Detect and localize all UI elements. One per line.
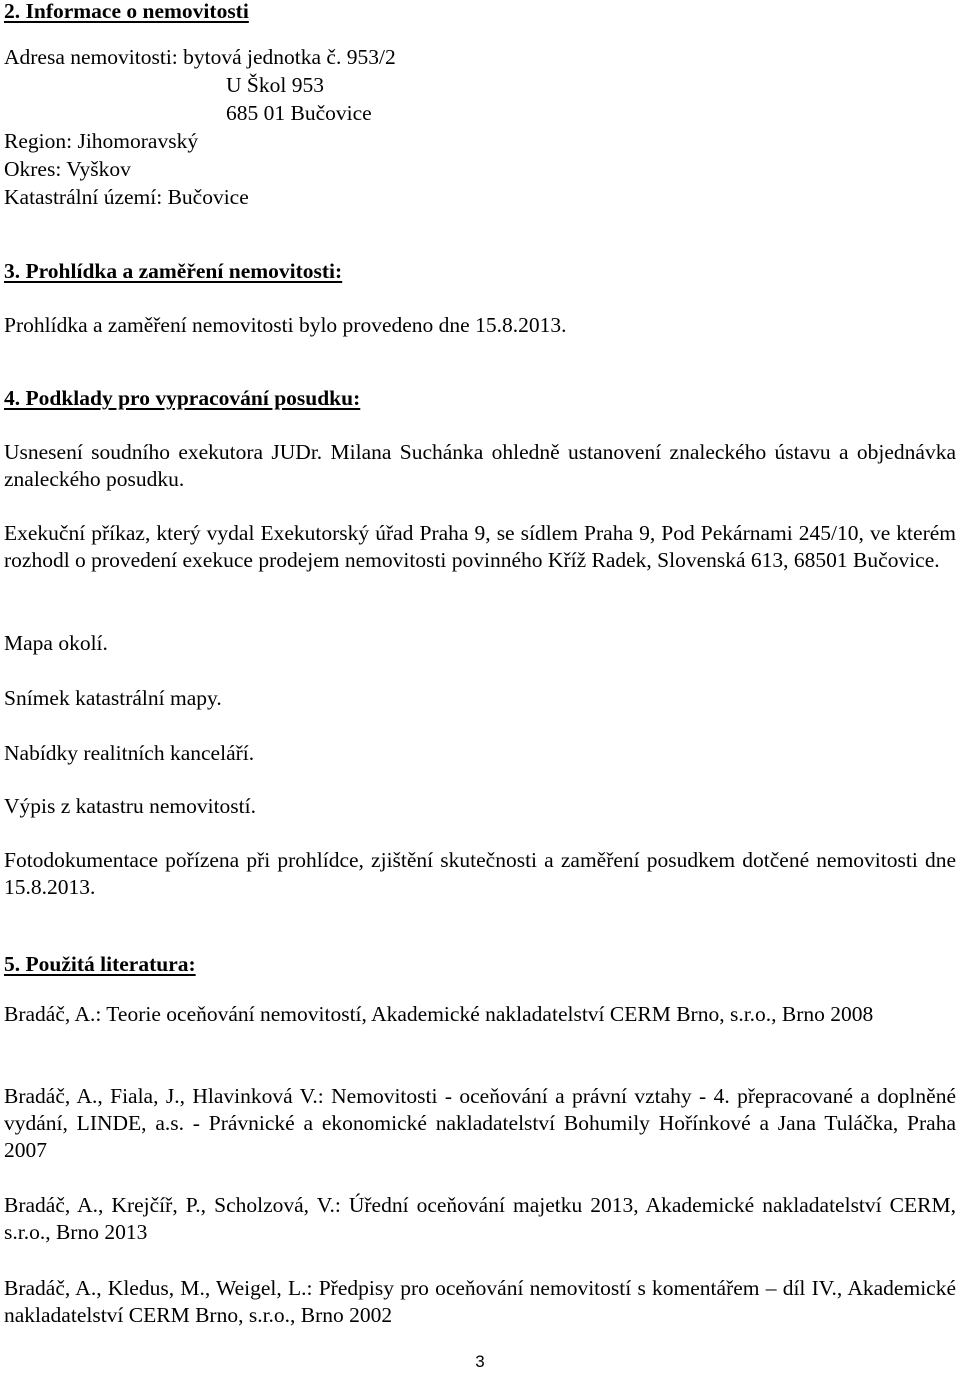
reference-item: Bradáč, A., Fiala, J., Hlavinková V.: Nemovitosti - oceňování a právní vztahy - 4. přepracované a doplněné vydání, LINDE, a.s. - Právnické a ekonomické nakladatelství Bohumily Hořínkové a Jana Tuláčka, Praha 2007 <box>4 1084 956 1162</box>
source-item: Nabídky realitních kanceláří. <box>4 741 255 765</box>
cadastral-line: Katastrální území: Bučovice <box>4 185 249 209</box>
reference-item: Bradáč, A., Krejčíř, P., Scholzová, V.: Úřední oceňování majetku 2013, Akademické nakladatelství CERM, s.r.o., Brno 2013 <box>4 1193 956 1244</box>
sources-paragraph-2: Exekuční příkaz, který vydal Exekutorský úřad Praha 9, se sídlem Praha 9, Pod Pekárnami 245/10, ve kterém rozhodl o provedení exekuce prodejem nemovitosti povinného Kříž Radek, Slovenská 613, 68501 Bučovice. <box>4 521 956 572</box>
inspection-text: Prohlídka a zaměření nemovitosti bylo provedeno dne 15.8.2013. <box>4 313 567 337</box>
sources-paragraph-1: Usnesení soudního exekutora JUDr. Milana Suchánka ohledně ustanovení znaleckého ústavu a objednávka znaleckého posudku. <box>4 440 956 491</box>
source-item: Snímek katastrální mapy. <box>4 686 222 710</box>
district-line: Okres: Vyškov <box>4 157 131 181</box>
region-line: Region: Jihomoravský <box>4 129 199 153</box>
source-item: Mapa okolí. <box>4 631 108 655</box>
address-city: 685 01 Bučovice <box>226 101 372 125</box>
section-2-heading: 2. Informace o nemovitosti <box>4 0 249 23</box>
section-5-heading: 5. Použitá literatura: <box>4 952 196 976</box>
page-number: 3 <box>475 1352 485 1371</box>
section-3-heading: 3. Prohlídka a zaměření nemovitosti: <box>4 259 343 283</box>
source-item: Výpis z katastru nemovitostí. <box>4 794 256 818</box>
address-street: U Škol 953 <box>226 73 324 97</box>
reference-item: Bradáč, A.: Teorie oceňování nemovitostí, Akademické nakladatelství CERM Brno, s.r.o., Brno 2008 <box>4 1002 874 1026</box>
reference-item: Bradáč, A., Kledus, M., Weigel, L.: Předpisy pro oceňování nemovitostí s komentářem – díl IV., Akademické nakladatelství CERM Brno, s.r.o., Brno 2002 <box>4 1276 956 1327</box>
section-4-heading: 4. Podklady pro vypracování posudku: <box>4 386 361 410</box>
address-line: Adresa nemovitosti: bytová jednotka č. 953/2 <box>4 45 396 69</box>
sources-paragraph-3: Fotodokumentace pořízena při prohlídce, zjištění skutečnosti a zaměření posudkem dotčené nemovitosti dne 15.8.2013. <box>4 848 956 899</box>
